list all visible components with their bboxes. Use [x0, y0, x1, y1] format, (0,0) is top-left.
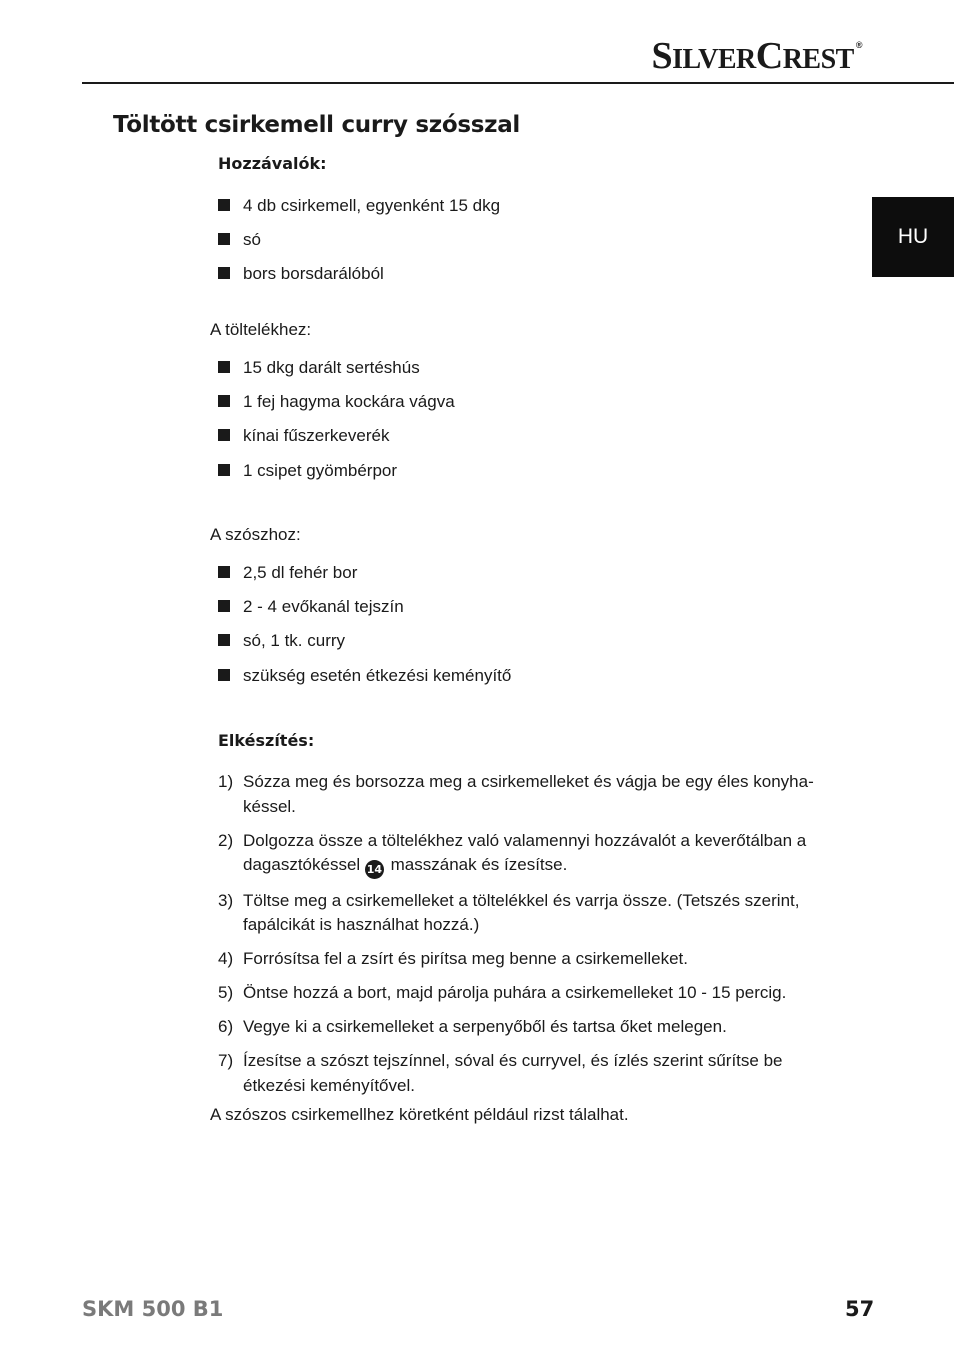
- sauce-list: [218, 563, 511, 700]
- header-rule: [82, 82, 954, 84]
- bullet-square-icon: [218, 233, 230, 245]
- list-item: só, 1 tk. curry: [218, 631, 511, 665]
- bullet-square-icon: [218, 395, 230, 407]
- list-item: szükség esetén étkezési keményítő: [218, 666, 511, 700]
- list-item: 2,5 dl fehér bor: [218, 563, 511, 597]
- language-tab: HU: [872, 197, 954, 277]
- step-item: 2) Dolgozza össze a töltelékhez való valamennyi hozzávalót a keverőtálban a dagasztókéssel 14 masszának és ízesítse.: [218, 829, 838, 880]
- bullet-square-icon: [218, 199, 230, 211]
- sauce-label: A szószhoz:: [210, 525, 301, 544]
- bullet-square-icon: [218, 361, 230, 373]
- list-item: 2 - 4 evőkanál tejszín: [218, 597, 511, 631]
- filling-list: [218, 358, 455, 495]
- preparation-steps: [218, 770, 838, 1108]
- step-item: 6) Vegye ki a csirkemelleket a serpenyőből és tartsa őket melegen.: [218, 1017, 727, 1036]
- step-item: 4) Forrósítsa fel a zsírt és pirítsa meg benne a csirkemelleket.: [218, 949, 689, 968]
- part-number-badge: 14: [365, 860, 384, 879]
- bullet-square-icon: [218, 600, 230, 612]
- ingredients-heading: Hozzávalók:: [218, 154, 327, 173]
- serving-note: A szószos csirkemellhez köretként például rizst tálalhat.: [210, 1105, 629, 1124]
- bullet-square-icon: [218, 429, 230, 441]
- list-item: kínai fűszerkeverék: [218, 426, 455, 460]
- list-item: bors borsdarálóból: [218, 264, 500, 298]
- ingredients-list: [218, 196, 500, 299]
- step-item: 7) Ízesítse a szószt tejszínnel, sóval és curryvel, és ízlés szerint sűrítse be étkezési keményítővel.: [218, 1051, 783, 1095]
- preparation-heading: Elkészítés:: [218, 731, 315, 750]
- list-item: só: [218, 230, 500, 264]
- page-number: 57: [845, 1297, 875, 1321]
- list-item: 15 dkg darált sertéshús: [218, 358, 455, 392]
- filling-label: A töltelékhez:: [210, 320, 312, 339]
- list-item: 4 db csirkemell, egyenként 15 dkg: [218, 196, 500, 230]
- list-item: 1 fej hagyma kockára vágva: [218, 392, 455, 426]
- bullet-square-icon: [218, 267, 230, 279]
- bullet-square-icon: [218, 464, 230, 476]
- list-item: 1 csipet gyömbérpor: [218, 461, 455, 495]
- bullet-square-icon: [218, 566, 230, 578]
- brand-logo: SILVERCREST ®: [651, 35, 862, 77]
- bullet-square-icon: [218, 669, 230, 681]
- bullet-square-icon: [218, 634, 230, 646]
- step-item: 1) Sózza meg és borsozza meg a csirkemelleket és vágja be egy éles konyha-késsel.: [218, 772, 814, 816]
- footer-model-number: SKM 500 B1: [82, 1297, 224, 1321]
- step-item: 3) Töltse meg a csirkemelleket a töltelékkel és varrja össze. (Tetszés szerint, fapálcikát is használhat hozzá.): [218, 890, 800, 934]
- step-item: 5) Öntse hozzá a bort, majd párolja puhára a csirkemelleket 10 - 15 percig.: [218, 983, 787, 1002]
- page-title: Töltött csirkemell curry szósszal: [113, 112, 521, 138]
